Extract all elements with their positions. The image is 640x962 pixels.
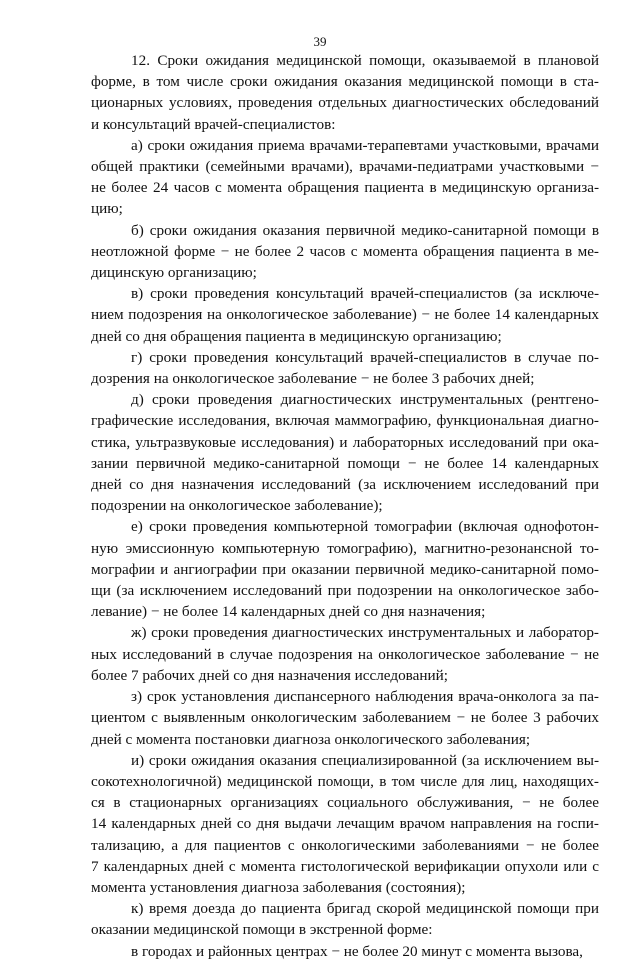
text-line: дицинскую организацию; (91, 264, 257, 282)
text-line: тализацию, а для пациентов с онкологическими заболеваниями − не более (91, 836, 599, 854)
text-line: мографии и ангиографии при оказании первичной медико-санитарной помо- (91, 560, 599, 578)
text-line: 14 календарных дней со дня выдачи лечащим врачом направления на госпи- (91, 815, 599, 833)
text-line: форме, в том числе сроки ожидания оказания медицинской помощи в ста- (91, 73, 599, 91)
text-line: 12. Сроки ожидания медицинской помощи, оказываемой в плановой (131, 52, 599, 69)
text-line: неотложной форме − не более 2 часов с момента обращения пациента в ме- (91, 242, 599, 260)
text-line: ную эмиссионную компьютерную томографию), магнитно-резонансной то- (91, 539, 599, 557)
text-line: 7 календарных дней с момента гистологической верификации опухоли или с (91, 857, 599, 875)
text-line: ся в стационарных организациях социального обслуживания, − не более (91, 794, 599, 812)
text-line: более 7 рабочих дней со дня назначения исследований; (91, 666, 448, 684)
text-line: зании первичной медико-санитарной помощи − не более 14 календарных (91, 454, 599, 472)
text-line: ционарных условиях, проведения отдельных диагностических обследований (91, 94, 599, 112)
text-line: сокотехнологичной) медицинской помощи, в том числе для лиц, находящих- (91, 772, 599, 790)
text-line: и консультаций врачей-специалистов: (91, 115, 336, 133)
text-line: нием подозрения на онкологическое заболевание) − не более 14 календарных (91, 306, 599, 324)
text-line: дозрения на онкологическое заболевание − не более 3 рабочих дней; (91, 370, 535, 388)
text-line: дней со дня назначения исследований (за исключением исследований при (91, 476, 599, 494)
text-line: ж) сроки проведения диагностических инструментальных и лаборатор- (131, 624, 599, 642)
text-line: левание) − не более 14 календарных дней со дня назначения; (91, 603, 486, 621)
text-line: и) сроки ожидания оказания специализированной (за исключением вы- (131, 751, 599, 769)
text-line: в) сроки проведения консультаций врачей-специалистов (за исключе- (131, 285, 599, 303)
text-line: дней с момента постановки диагноза онкологического заболевания; (91, 730, 531, 748)
text-line: д) сроки проведения диагностических инструментальных (рентгено- (131, 391, 599, 409)
text-line: а) сроки ожидания приема врачами-терапевтами участковыми, врачами (131, 136, 599, 154)
text-line: графические исследования, включая маммографию, функциональная диагно- (91, 412, 599, 430)
text-line: циентом с выявленным онкологическим заболеванием − не более 3 рабочих (91, 709, 599, 727)
text-line: не более 24 часов с момента обращения пациента в медицинскую организа- (91, 179, 599, 197)
text-line: оказании медицинской помощи в экстренной форме: (91, 921, 433, 939)
text-line: дней со дня обращения пациента в медицинскую организацию; (91, 327, 502, 345)
text-line: г) сроки проведения консультаций врачей-специалистов в случае по- (131, 348, 599, 366)
text-line: з) срок установления диспансерного наблюдения врача-онколога за па- (131, 688, 599, 706)
text-line: е) сроки проведения компьютерной томографии (включая однофотон- (131, 518, 599, 536)
text-line: ных исследований в случае подозрения на онкологическое заболевание − не (91, 645, 599, 663)
text-line: в городах и районных центрах − не более 20 минут с момента вызова, (131, 942, 583, 960)
text-line: щи (за исключением исследований при подозрении на онкологическое забо- (91, 582, 599, 600)
text-line: стика, ультразвуковые исследования) и лабораторных исследований при ока- (91, 433, 599, 451)
document-body (91, 50, 599, 962)
text-line: цию; (91, 200, 123, 218)
text-line: момента установления диагноза заболевания (состояния); (91, 878, 466, 896)
text-line: подозрении на онкологическое заболевание); (91, 497, 383, 515)
page-number: 39 (313, 34, 327, 49)
text-line: б) сроки ожидания оказания первичной медико-санитарной помощи в (131, 221, 599, 239)
text-line: к) время доезда до пациента бригад скорой медицинской помощи при (131, 900, 599, 918)
text-line: общей практики (семейными врачами), врачами-педиатрами участковыми − (91, 158, 599, 176)
